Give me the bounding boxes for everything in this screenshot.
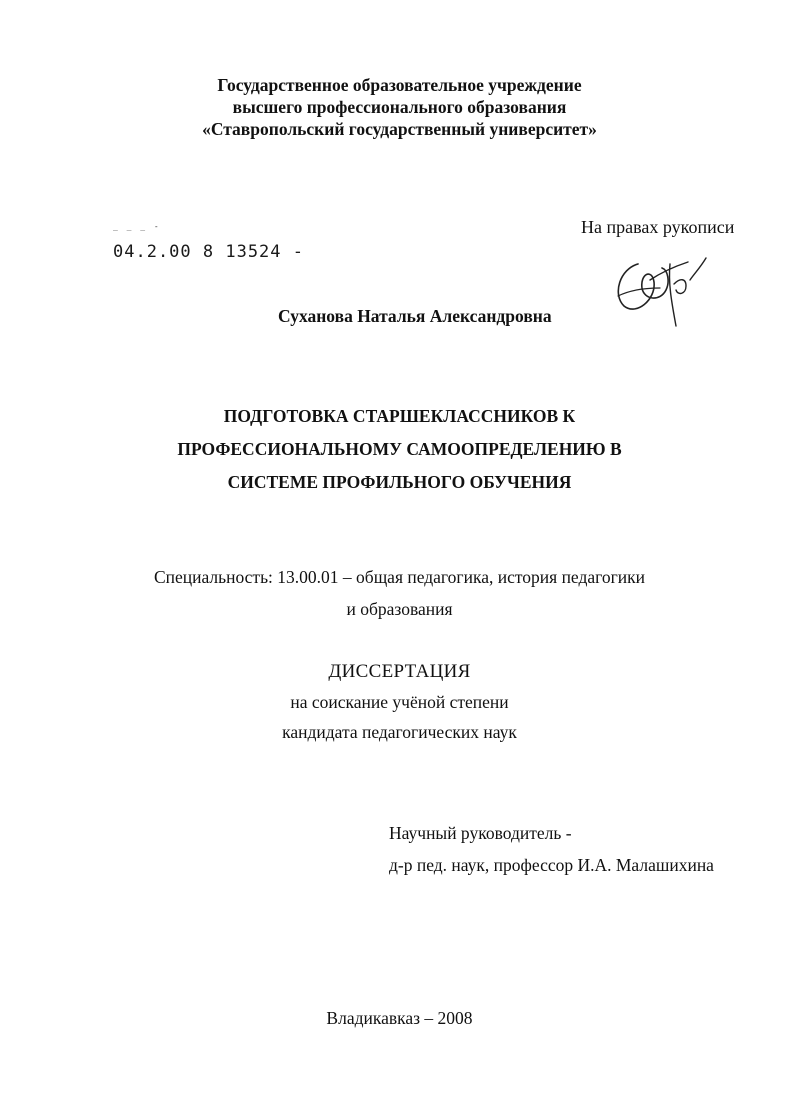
dissertation-line-2: кандидата педагогических наук <box>282 722 517 742</box>
dissertation-block <box>0 657 799 747</box>
title-line-2: ПРОФЕССИОНАЛЬНОМУ САМООПРЕДЕЛЕНИЮ В <box>177 439 622 459</box>
institution-block <box>0 74 799 140</box>
institution-line-2: высшего профессионального образования <box>232 97 567 117</box>
supervisor-block <box>389 817 714 881</box>
dissertation-title <box>0 400 799 499</box>
dissertation-line-1: на соискание учёной степени <box>290 692 509 712</box>
title-line-1: ПОДГОТОВКА СТАРШЕКЛАССНИКОВ К <box>223 406 576 426</box>
dissertation-heading: ДИССЕРТАЦИЯ <box>328 661 471 682</box>
institution-line-1: Государственное образовательное учреждение <box>217 75 582 95</box>
signature-icon <box>610 244 720 334</box>
rights-note: На правах рукописи <box>581 217 735 237</box>
specialty-block <box>0 561 799 625</box>
institution-line-3: «Ставропольский государственный университет» <box>202 119 597 139</box>
library-stamp-marks: _ _ _ - <box>113 222 161 231</box>
title-line-3: СИСТЕМЕ ПРОФИЛЬНОГО ОБУЧЕНИЯ <box>227 472 572 492</box>
author-name: Суханова Наталья Александровна <box>278 306 552 326</box>
city-year: Владикавказ – 2008 <box>326 1008 473 1028</box>
supervisor-label: Научный руководитель - <box>389 823 572 843</box>
specialty-line-1: Специальность: 13.00.01 – общая педагогика, история педагогики <box>153 567 646 587</box>
specialty-line-2: и образования <box>346 599 453 619</box>
supervisor-name: д-р пед. наук, профессор И.А. Малашихина <box>389 855 714 875</box>
library-stamp-code: 04.2.00 8 13524 - <box>113 242 304 262</box>
